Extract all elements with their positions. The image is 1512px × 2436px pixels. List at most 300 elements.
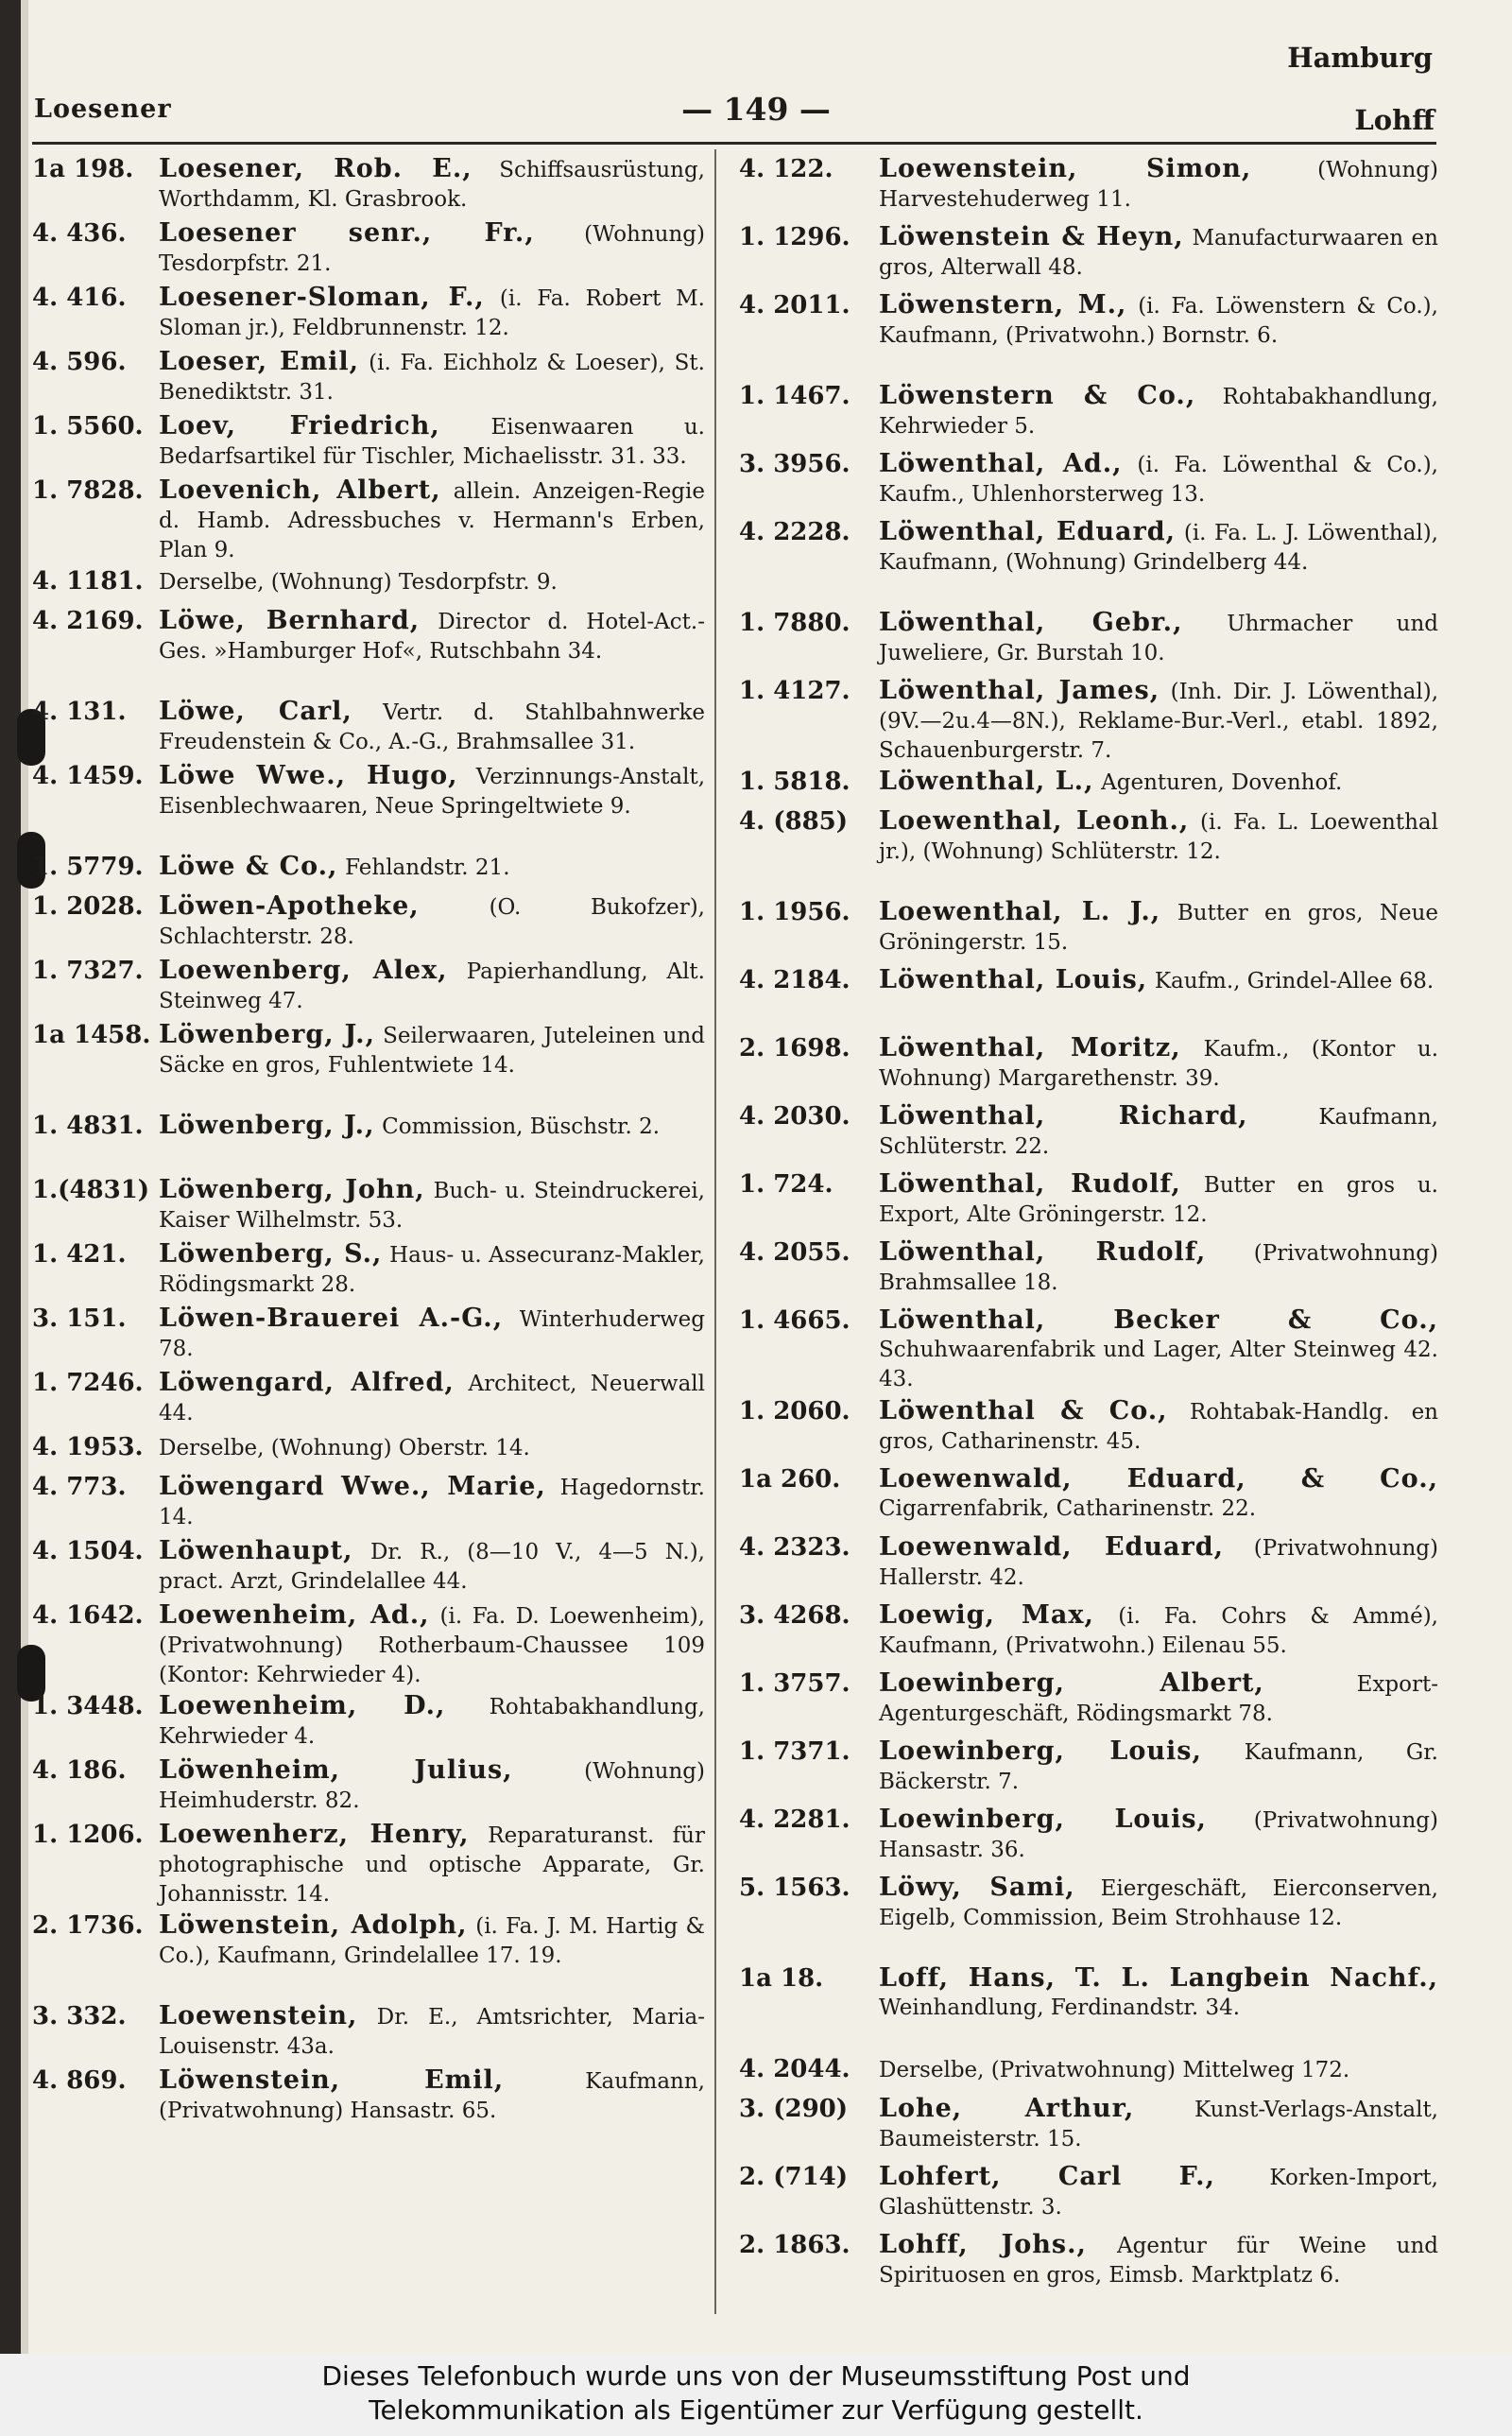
directory-entry xyxy=(739,291,1438,382)
entry-text xyxy=(159,1821,705,1909)
phone-number: 1. 724. xyxy=(739,1170,833,1199)
entry-text xyxy=(159,607,705,665)
entry-description: (Inh. Dir. J. Löwenthal), (9V.—2u.4—8N.), Reklame-Bur.-Verl., etabl. 1892, Schauenburgerstr. 7. xyxy=(879,680,1438,763)
entry-description: Butter en gros u. Export, Alte Gröningerstr. 12. xyxy=(879,1173,1438,1227)
directory-entry xyxy=(739,768,1438,807)
entry-name: Loff, Hans, T. L. Langbein Nachf., xyxy=(879,1963,1438,1993)
entry-text xyxy=(879,1397,1438,1456)
entry-description: Rohtabakhandlung, Kehrwieder 5. xyxy=(879,385,1438,439)
directory-entry xyxy=(32,476,705,567)
entry-text xyxy=(879,155,1438,214)
entry-text xyxy=(159,284,705,342)
entry-text xyxy=(879,1601,1438,1660)
directory-entry xyxy=(739,1669,1438,1737)
footer-line-2: Telekommunikation als Eigentümer zur Verfügung gestellt. xyxy=(369,2394,1143,2426)
entry-name: Loewinberg, Louis, xyxy=(879,1736,1202,1766)
directory-entry xyxy=(32,1601,705,1692)
entry-text xyxy=(159,219,705,278)
phone-number: 1. 1206. xyxy=(32,1821,144,1849)
entry-description: Schiffsausrüstung, Worthdamm, Kl. Grasbrook. xyxy=(159,158,705,212)
entry-name: Loewinberg, Louis, xyxy=(879,1805,1207,1834)
phone-number: 4. 1953. xyxy=(32,1433,144,1461)
entry-name: Löwen-Apotheke, xyxy=(159,891,420,921)
directory-entry xyxy=(32,219,705,284)
phone-number: 1. 4127. xyxy=(739,677,850,705)
directory-entry xyxy=(32,2066,705,2131)
entry-text xyxy=(879,1102,1438,1161)
entry-name: Loewenheim, Ad., xyxy=(159,1600,430,1630)
entry-text xyxy=(159,1021,705,1080)
phone-number: 1. 7371. xyxy=(739,1737,850,1766)
entry-description: Reparaturanst. für photographische und optische Apparate, Gr. Johannisstr. 14. xyxy=(159,1823,705,1907)
entry-name: Loev, Friedrich, xyxy=(159,411,440,441)
entry-text xyxy=(879,2095,1438,2153)
directory-entry xyxy=(32,1369,705,1433)
phone-number: 1. 4831. xyxy=(32,1112,144,1140)
phone-number: 3. 151. xyxy=(32,1304,127,1333)
entry-name: Loeser, Emil, xyxy=(159,347,360,376)
directory-entry xyxy=(739,1874,1438,1964)
entry-description: Director d. Hotel-Act.-Ges. »Hamburger Hof«, Rutschbahn 34. xyxy=(159,610,705,664)
phone-number: 4. 416. xyxy=(32,284,127,312)
phone-number: 1a 1458. xyxy=(32,1021,151,1049)
entry-description: (Privatwohnung) Hallerstr. 42. xyxy=(879,1536,1438,1590)
entry-description: allein. Anzeigen-Regie d. Hamb. Adressbuches v. Hermann's Erben, Plan 9. xyxy=(159,479,706,562)
phone-number: 4. 2030. xyxy=(739,1102,850,1131)
directory-entry xyxy=(32,155,705,219)
entry-text xyxy=(159,476,705,564)
entry-text xyxy=(879,768,1438,797)
entry-text xyxy=(159,567,705,596)
entry-name: Loevenich, Albert, xyxy=(159,475,441,505)
entry-description: Eisenwaaren u. Bedarfsartikel für Tischler, Michaelisstr. 31. 33. xyxy=(159,415,705,469)
directory-entry xyxy=(739,2163,1438,2231)
column-divider xyxy=(714,149,716,2314)
phone-number: 4. 436. xyxy=(32,219,127,248)
directory-entry xyxy=(739,1805,1438,1874)
entry-text xyxy=(879,518,1438,577)
entry-description: Commission, Büschstr. 2. xyxy=(382,1114,661,1139)
entry-description: Butter en gros, Neue Gröningerstr. 15. xyxy=(879,901,1438,955)
entry-description: Kaufmann, Gr. Bäckerstr. 7. xyxy=(879,1740,1438,1794)
phone-number: 1. 421. xyxy=(32,1240,127,1269)
entry-name: Löwenthal, Gebr., xyxy=(879,608,1183,637)
entry-name: Lohff, Johs., xyxy=(879,2230,1087,2259)
entry-text xyxy=(879,450,1438,509)
phone-number: 2. 1736. xyxy=(32,1911,144,1940)
entry-description: Export-Agenturgeschäft, Rödingsmarkt 78. xyxy=(879,1672,1438,1726)
phone-number: 4. 131. xyxy=(32,698,127,726)
phone-number: 1. 3757. xyxy=(739,1669,850,1698)
phone-number: 1. 5818. xyxy=(739,768,850,796)
phone-number: 4. 2323. xyxy=(739,1533,850,1562)
entry-text xyxy=(879,291,1438,350)
directory-entry xyxy=(32,1240,705,1304)
entry-description: (Wohnung) Harvestehuderweg 11. xyxy=(879,158,1438,212)
directory-entry xyxy=(739,1601,1438,1669)
directory-entry xyxy=(32,1911,705,2002)
directory-entry xyxy=(739,966,1438,1034)
entry-text xyxy=(159,1369,705,1427)
entry-text xyxy=(879,1034,1438,1093)
directory-entry xyxy=(32,1112,705,1176)
entry-text xyxy=(879,807,1438,866)
entry-name: Loewenherz, Henry, xyxy=(159,1820,470,1849)
entry-name: Löwenthal, Louis, xyxy=(879,965,1148,994)
entry-description: Schuhwaarenfabrik und Lager, Alter Steinweg 42. 43. xyxy=(879,1338,1438,1391)
phone-number: 4. 186. xyxy=(32,1756,127,1785)
entry-description: Agentur für Weine und Spirituosen en gros, Eimsb. Marktplatz 6. xyxy=(879,2234,1438,2288)
entry-description: Kaufmann, (Privatwohnung) Hansastr. 65. xyxy=(159,2069,705,2123)
entry-description: Derselbe, (Privatwohnung) Mittelweg 172. xyxy=(879,2058,1350,2082)
phone-number: 4. 596. xyxy=(32,348,127,376)
entry-description: Weinhandlung, Ferdinandstr. 34. xyxy=(879,1995,1241,2020)
entry-description: Vertr. d. Stahlbahnwerke Freudenstein & Co., A.-G., Brahmsallee 31. xyxy=(159,700,705,754)
entry-name: Löwenthal, Eduard, xyxy=(879,517,1176,546)
entry-name: Loewenstein, Simon, xyxy=(879,154,1252,183)
entry-text xyxy=(879,1306,1438,1393)
directory-entry xyxy=(739,1102,1438,1170)
entry-text xyxy=(879,966,1438,995)
entry-description: Dr. E., Amtsrichter, Maria-Louisenstr. 43a. xyxy=(159,2005,705,2059)
entry-description: Haus- u. Assecuranz-Makler, Rödingsmarkt 28. xyxy=(159,1243,705,1297)
phone-number: 1. 7327. xyxy=(32,957,144,985)
entry-description: (i. Fa. Cohrs & Ammé), Kaufmann, (Privatwohn.) Eilenau 55. xyxy=(879,1604,1438,1658)
directory-entry xyxy=(739,1170,1438,1238)
entry-text xyxy=(879,1533,1438,1592)
directory-entry xyxy=(32,762,705,853)
entry-description: (i. Fa. L. Loewenthal jr.), (Wohnung) Schlüterstr. 12. xyxy=(879,810,1438,864)
directory-entry xyxy=(739,1238,1438,1306)
directory-entry xyxy=(739,2055,1438,2095)
directory-entry xyxy=(32,698,705,762)
entry-description: Cigarrenfabrik, Catharinenstr. 22. xyxy=(879,1496,1257,1521)
entry-text xyxy=(159,348,705,406)
entry-text xyxy=(159,1176,705,1235)
directory-entry xyxy=(739,155,1438,223)
entry-text xyxy=(159,1756,705,1815)
entry-text xyxy=(879,2231,1438,2289)
entry-name: Lohe, Arthur, xyxy=(879,2094,1135,2123)
phone-number: 3. 4268. xyxy=(739,1601,850,1630)
phone-number: 4. 1504. xyxy=(32,1537,144,1565)
entry-name: Löwenberg, J., xyxy=(159,1020,375,1049)
entry-name: Löwe & Co., xyxy=(159,852,338,881)
entry-name: Löwy, Sami, xyxy=(879,1873,1075,1902)
entry-text xyxy=(159,1692,705,1751)
phone-number: 1a 198. xyxy=(32,155,134,183)
entry-name: Löwe, Bernhard, xyxy=(159,606,421,635)
phone-number: 4. 2184. xyxy=(739,966,850,994)
entry-name: Loewenberg, Alex, xyxy=(159,956,448,985)
entry-name: Löwenstein, Adolph, xyxy=(159,1910,468,1940)
entry-description: Agenturen, Dovenhof. xyxy=(1101,770,1343,795)
page-number: — 149 — xyxy=(681,91,831,128)
phone-number: 4. 2228. xyxy=(739,518,850,546)
entry-name: Löwenhaupt, xyxy=(159,1536,353,1565)
directory-entry xyxy=(32,284,705,348)
entry-description: Rohtabakhandlung, Kehrwieder 4. xyxy=(159,1695,705,1749)
entry-text xyxy=(159,1473,705,1531)
phone-number: 2. (714) xyxy=(739,2163,849,2191)
phone-number: 1. 1467. xyxy=(739,382,850,410)
entry-description: (i. Fa. Robert M. Sloman jr.), Feldbrunnenstr. 12. xyxy=(159,286,705,340)
entry-name: Löwenstern, M., xyxy=(879,290,1127,320)
entry-description: Korken-Import, Glashüttenstr. 3. xyxy=(879,2166,1438,2220)
phone-number: 1. 2060. xyxy=(739,1397,850,1425)
directory-entry xyxy=(739,2231,1438,2322)
entry-name: Loesener senr., Fr., xyxy=(159,218,535,248)
directory-entry xyxy=(739,898,1438,966)
entry-description: (i. Fa. Löwenthal & Co.), Kaufm., Uhlenhorsterweg 13. xyxy=(879,453,1438,507)
phone-number: 1. 7828. xyxy=(32,476,144,505)
entry-name: Loesener, Rob. E., xyxy=(159,154,472,183)
directory-entry xyxy=(739,518,1438,609)
entry-description: Architect, Neuerwall 44. xyxy=(159,1372,705,1425)
phone-number: 5. 1563. xyxy=(739,1874,850,1902)
entry-description: (Wohnung) Tesdorpfstr. 21. xyxy=(159,222,705,276)
phone-number: 4. 773. xyxy=(32,1473,127,1501)
phone-number: 4. 2044. xyxy=(739,2055,850,2083)
phone-number: 1. 7246. xyxy=(32,1369,144,1397)
entry-name: Lohfert, Carl F., xyxy=(879,2162,1215,2191)
directory-entry xyxy=(32,567,705,607)
entry-name: Löwengard, Alfred, xyxy=(159,1368,455,1397)
entry-description: Winterhuderweg 78. xyxy=(159,1307,705,1361)
entry-text xyxy=(879,898,1438,957)
entry-description: (i. Fa. D. Loewenheim), (Privatwohnung) Rotherbaum-Chaussee 109 (Kontor: Kehrwieder 4). xyxy=(159,1604,705,1687)
phone-number: 1. 1956. xyxy=(739,898,850,926)
entry-description: Uhrmacher und Juweliere, Gr. Burstah 10. xyxy=(879,612,1438,665)
entry-name: Löwengard Wwe., Marie, xyxy=(159,1472,546,1501)
entry-text xyxy=(879,2055,1438,2084)
phone-number: 4. 1181. xyxy=(32,567,144,596)
directory-entry xyxy=(32,412,705,476)
entry-text xyxy=(159,957,705,1015)
entry-name: Löwenthal, Rudolf, xyxy=(879,1169,1181,1199)
entry-name: Loewenthal, L. J., xyxy=(879,897,1161,926)
entry-name: Löwenthal, James, xyxy=(879,676,1160,705)
directory-entry xyxy=(739,223,1438,291)
left-column xyxy=(32,155,705,2131)
header-left-keyword: Loesener xyxy=(34,95,172,124)
header-city: Hamburg xyxy=(1287,42,1433,74)
entry-name: Löwenstein, Emil, xyxy=(159,2065,505,2095)
entry-description: (i. Fa. L. J. Löwenthal), Kaufmann, (Wohnung) Grindelberg 44. xyxy=(879,521,1438,575)
entry-text xyxy=(879,1737,1438,1796)
directory-entry xyxy=(32,1176,705,1240)
entry-description: Hagedornstr. 14. xyxy=(159,1476,705,1529)
entry-text xyxy=(159,762,705,821)
phone-number: 4. 2169. xyxy=(32,607,144,635)
directory-entry xyxy=(32,1304,705,1369)
right-column xyxy=(739,155,1438,2322)
entry-description: Rohtabak-Handlg. en gros, Catharinenstr. 45. xyxy=(879,1400,1438,1454)
entry-description: Kaufm., Grindel-Allee 68. xyxy=(1154,969,1435,993)
phone-number: 3. 3956. xyxy=(739,450,850,478)
header-right-keyword: Lohff xyxy=(1354,104,1435,136)
phone-number: 4. 2281. xyxy=(739,1805,850,1834)
entry-name: Löwenthal, Richard, xyxy=(879,1101,1248,1131)
entry-text xyxy=(879,1874,1438,1932)
entry-name: Loewenwald, Eduard, & Co., xyxy=(879,1464,1438,1494)
entry-name: Löwenthal, Rudolf, xyxy=(879,1237,1207,1267)
directory-entry xyxy=(739,1964,1438,2055)
entry-name: Löwe, Carl, xyxy=(159,697,352,726)
phone-number: 1. 4665. xyxy=(739,1306,850,1335)
entry-name: Löwenstern & Co., xyxy=(879,381,1196,410)
entry-name: Loewenwald, Eduard, xyxy=(879,1532,1225,1562)
entry-text xyxy=(879,1465,1438,1523)
directory-entry xyxy=(739,1306,1438,1397)
phone-number: 1a 260. xyxy=(739,1465,841,1494)
directory-entry xyxy=(32,957,705,1021)
entry-name: Löwenberg, J., xyxy=(159,1111,375,1140)
entry-text xyxy=(159,155,705,214)
entry-description: Kaufmann, Schlüterstr. 22. xyxy=(879,1105,1438,1159)
entry-text xyxy=(159,1911,705,1970)
directory-entry xyxy=(32,2002,705,2066)
entry-description: (Privatwohnung) Hansastr. 36. xyxy=(879,1808,1438,1862)
phone-number: 1. 3448. xyxy=(32,1692,144,1720)
entry-text xyxy=(879,382,1438,441)
entry-name: Löwenthal, Becker & Co., xyxy=(879,1305,1438,1335)
directory-entry xyxy=(739,2095,1438,2163)
phone-number: 4. (885) xyxy=(739,807,849,836)
footer-line-1: Dieses Telefonbuch wurde uns von der Museumsstiftung Post und xyxy=(321,2360,1191,2392)
directory-entry xyxy=(32,892,705,957)
entry-description: Seilerwaaren, Juteleinen und Säcke en gros, Fuhlentwiete 14. xyxy=(159,1024,705,1078)
phone-number: 3. (290) xyxy=(739,2095,849,2123)
directory-entry xyxy=(739,1737,1438,1805)
entry-name: Löwenthal & Co., xyxy=(879,1396,1168,1425)
entry-text xyxy=(159,892,705,951)
entry-name: Löwenthal, L., xyxy=(879,767,1094,796)
phone-number: 3. 332. xyxy=(32,2002,127,2030)
entry-description: Derselbe, (Wohnung) Oberstr. 14. xyxy=(159,1436,530,1460)
entry-text xyxy=(159,853,705,882)
phone-number: 4. 1642. xyxy=(32,1601,144,1630)
entry-text xyxy=(159,2002,705,2061)
entry-text xyxy=(159,1304,705,1363)
entry-description: (Privatwohnung) Brahmsallee 18. xyxy=(879,1241,1438,1295)
entry-name: Löwenthal, Moritz, xyxy=(879,1033,1181,1063)
entry-name: Loewenheim, D., xyxy=(159,1691,446,1720)
directory-entry xyxy=(32,348,705,412)
entry-name: Löwen-Brauerei A.-G., xyxy=(159,1304,504,1333)
entry-text xyxy=(159,412,705,471)
directory-entry xyxy=(32,1821,705,1911)
directory-entry xyxy=(739,1533,1438,1601)
directory-entry xyxy=(32,1473,705,1537)
entry-description: Derselbe, (Wohnung) Tesdorpfstr. 9. xyxy=(159,570,558,595)
entry-description: Eiergeschäft, Eierconserven, Eigelb, Commission, Beim Strohhause 12. xyxy=(879,1876,1438,1930)
entry-text xyxy=(159,1112,705,1141)
entry-description: (i. Fa. Eichholz & Loeser), St. Benediktstr. 31. xyxy=(159,351,705,405)
entry-name: Loewinberg, Albert, xyxy=(879,1668,1264,1698)
phone-number: 2. 1863. xyxy=(739,2231,850,2259)
entry-text xyxy=(879,677,1438,765)
directory-entry xyxy=(32,853,705,892)
entry-text xyxy=(159,1433,705,1462)
header-rule xyxy=(32,142,1436,145)
entry-text xyxy=(159,1537,705,1596)
entry-name: Loesener-Sloman, F., xyxy=(159,283,485,312)
entry-description: (O. Bukofzer), Schlachterstr. 28. xyxy=(159,895,705,949)
entry-text xyxy=(159,1601,705,1689)
directory-entry xyxy=(32,607,705,698)
entry-text xyxy=(879,1805,1438,1864)
entry-text xyxy=(879,609,1438,667)
entry-description: Kaufm., (Kontor u. Wohnung) Margarethenstr. 39. xyxy=(879,1037,1439,1091)
phone-number: 4. 2011. xyxy=(739,291,850,320)
entry-description: Verzinnungs-Anstalt, Eisenblechwaaren, Neue Springeltwiete 9. xyxy=(159,765,705,819)
entry-text xyxy=(879,1238,1438,1297)
entry-name: Löwenstein & Heyn, xyxy=(879,222,1184,251)
entry-text xyxy=(879,1170,1438,1229)
entry-description: (i. Fa. Löwenstern & Co.), Kaufmann, (Privatwohn.) Bornstr. 6. xyxy=(879,294,1438,348)
phone-number: 1. 5779. xyxy=(32,853,144,881)
entry-description: Dr. R., (8—10 V., 4—5 N.), pract. Arzt, Grindelallee 44. xyxy=(159,1540,705,1594)
directory-entry xyxy=(32,1021,705,1112)
entry-text xyxy=(879,1964,1438,2022)
directory-entry xyxy=(32,1537,705,1601)
phone-number: 4. 869. xyxy=(32,2066,127,2095)
entry-text xyxy=(159,698,705,756)
entry-text xyxy=(879,1669,1438,1728)
entry-name: Löwe Wwe., Hugo, xyxy=(159,761,458,790)
entry-name: Löwenberg, John, xyxy=(159,1175,425,1204)
directory-entry xyxy=(739,1397,1438,1465)
entry-text xyxy=(159,1240,705,1299)
entry-text xyxy=(879,2163,1438,2221)
entry-description: Buch- u. Steindruckerei, Kaiser Wilhelmstr. 53. xyxy=(159,1179,705,1233)
entry-text xyxy=(159,2066,705,2125)
phone-number: 4. 1459. xyxy=(32,762,144,790)
entry-name: Löwenberg, S., xyxy=(159,1239,383,1269)
phone-number: 1. 7880. xyxy=(739,609,850,637)
spine-edge xyxy=(21,0,28,2354)
directory-entry xyxy=(32,1692,705,1756)
footer-notice xyxy=(0,2354,1512,2436)
entry-text xyxy=(879,223,1438,282)
entry-description: (Wohnung) Heimhuderstr. 82. xyxy=(159,1759,705,1813)
entry-description: Manufacturwaaren en gros, Alterwall 48. xyxy=(879,226,1438,280)
entry-name: Löwenthal, Ad., xyxy=(879,449,1123,478)
phone-number: 1. 5560. xyxy=(32,412,144,441)
directory-entry xyxy=(32,1433,705,1473)
phone-number: 1.(4831) xyxy=(32,1176,150,1204)
entry-name: Löwenheim, Julius, xyxy=(159,1755,513,1785)
phone-number: 2. 1698. xyxy=(739,1034,850,1063)
directory-entry xyxy=(739,677,1438,768)
entry-name: Loewenthal, Leonh., xyxy=(879,806,1190,836)
directory-entry xyxy=(739,1034,1438,1102)
directory-entry xyxy=(739,807,1438,898)
phone-number: 4. 122. xyxy=(739,155,833,183)
entry-description: (i. Fa. J. M. Hartig & Co.), Kaufmann, Grindelallee 17. 19. xyxy=(159,1914,705,1968)
entry-description: Kunst-Verlags-Anstalt, Baumeisterstr. 15. xyxy=(879,2098,1438,2151)
directory-entry xyxy=(739,609,1438,677)
entry-description: Papierhandlung, Alt. Steinweg 47. xyxy=(159,959,705,1013)
directory-entry xyxy=(739,382,1438,450)
phone-number: 1a 18. xyxy=(739,1964,824,1993)
directory-entry xyxy=(32,1756,705,1821)
entry-name: Loewig, Max, xyxy=(879,1600,1094,1630)
directory-entry xyxy=(739,1465,1438,1533)
entry-description: Fehlandstr. 21. xyxy=(345,855,510,880)
phone-number: 4. 2055. xyxy=(739,1238,850,1267)
